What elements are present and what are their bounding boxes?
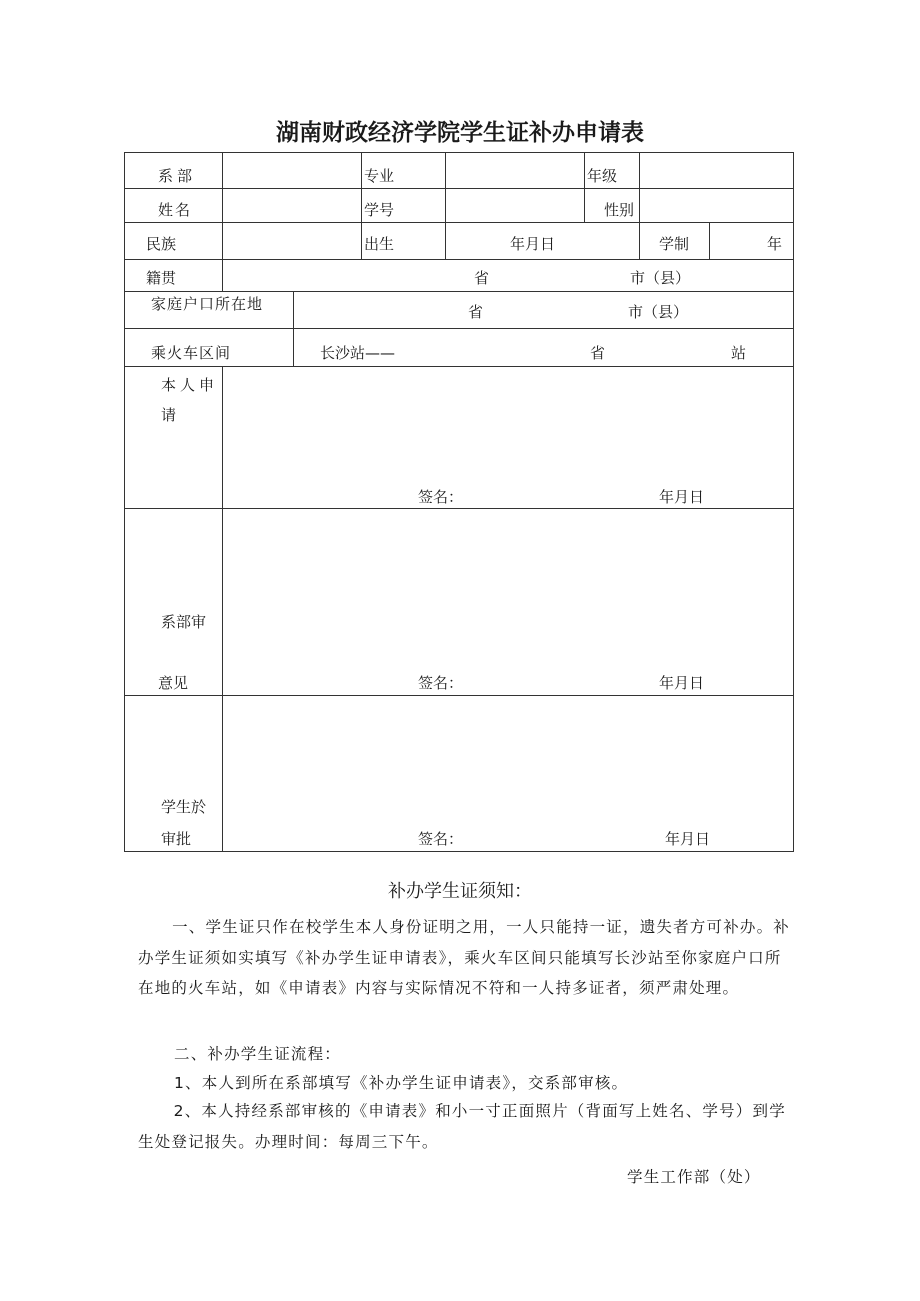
label-apply-line2: 请	[161, 406, 177, 424]
table-col-divider	[709, 222, 710, 259]
notice-paragraph-1: 一、学生证只作在校学生本人身份证明之用，一人只能持一证，遗失者方可补办。补办学生证须如实填写《补办学生证申请表》，乘火车区间只能填写长沙站至你家庭户口所在地的火车站，如《申请表》内容与实际情况不符和一人持多证者，须严肃处理。	[138, 918, 790, 997]
notice-step-2: 2、本人持经系部审核的《申请表》和小一寸正面照片（背面写上姓名、学号）到学生处登记报失。办理时间：每周三下午。	[138, 1102, 786, 1151]
table-col-divider	[361, 152, 362, 259]
table-row-divider	[124, 222, 794, 223]
notice-signature: 学生工作部（处）	[627, 1168, 761, 1186]
apply-sign-label: 签名：	[418, 488, 464, 506]
label-apply-line1: 本人申	[161, 376, 219, 394]
table-border-left	[124, 152, 125, 852]
duration-year-unit: 年	[767, 235, 783, 253]
label-duration: 学制	[659, 235, 690, 253]
table-col-divider	[584, 152, 585, 223]
label-major: 专业	[364, 167, 395, 185]
residence-city-unit: 市（县）	[628, 303, 689, 321]
table-col-divider	[222, 152, 223, 292]
table-row-divider	[124, 291, 794, 292]
label-birth: 出生	[364, 235, 395, 253]
native-province-unit: 省	[474, 269, 490, 287]
table-col-divider	[445, 152, 446, 259]
label-name: 姓名	[158, 201, 193, 219]
label-ethnicity: 民族	[146, 235, 177, 253]
notice-title: 补办学生证须知：	[388, 881, 532, 902]
label-dept: 系部	[158, 167, 197, 185]
table-row-divider	[124, 695, 794, 696]
apply-date-label: 年月日	[659, 488, 705, 506]
train-station-unit: 站	[731, 344, 747, 362]
label-dept-review-line2: 意见	[158, 674, 189, 692]
table-row-divider	[124, 188, 794, 189]
table-row-divider	[124, 328, 794, 329]
table-row-divider	[124, 508, 794, 509]
office-date-label: 年月日	[665, 830, 711, 848]
train-from-station: 长沙站——	[320, 344, 396, 362]
label-dept-review-line1: 系部审	[161, 613, 207, 631]
label-gender: 性别	[604, 201, 635, 219]
table-row-divider	[124, 366, 794, 367]
birth-date-placeholder: 年月日	[510, 235, 556, 253]
residence-province-unit: 省	[468, 303, 484, 321]
label-office-approval-line1: 学生於	[161, 798, 207, 816]
label-native-place: 籍贯	[146, 269, 177, 287]
table-col-divider	[222, 366, 223, 852]
notice-step-1: 1、本人到所在系部填写《补办学生证申请表》，交系部审核。	[174, 1074, 629, 1092]
table-col-divider	[639, 152, 640, 259]
table-border-top	[124, 152, 794, 153]
notice-paragraph-2: 二、补办学生证流程：	[174, 1045, 342, 1063]
table-row-divider	[124, 259, 794, 260]
label-student-id: 学号	[364, 201, 395, 219]
table-col-divider	[293, 291, 294, 367]
native-city-unit: 市（县）	[630, 269, 691, 287]
table-border-bottom	[124, 851, 794, 852]
dept-date-label: 年月日	[659, 674, 705, 692]
dept-sign-label: 签名：	[418, 674, 464, 692]
train-province-unit: 省	[590, 344, 606, 362]
office-sign-label: 签名：	[418, 830, 464, 848]
label-residence: 家庭户口所在地	[151, 295, 264, 313]
label-grade: 年级	[587, 167, 618, 185]
form-title: 湖南财政经济学院学生证补办申请表	[276, 120, 644, 146]
label-train-route: 乘火车区间	[151, 344, 232, 362]
label-office-approval-line2: 审批	[161, 830, 192, 848]
table-border-right	[793, 152, 794, 852]
